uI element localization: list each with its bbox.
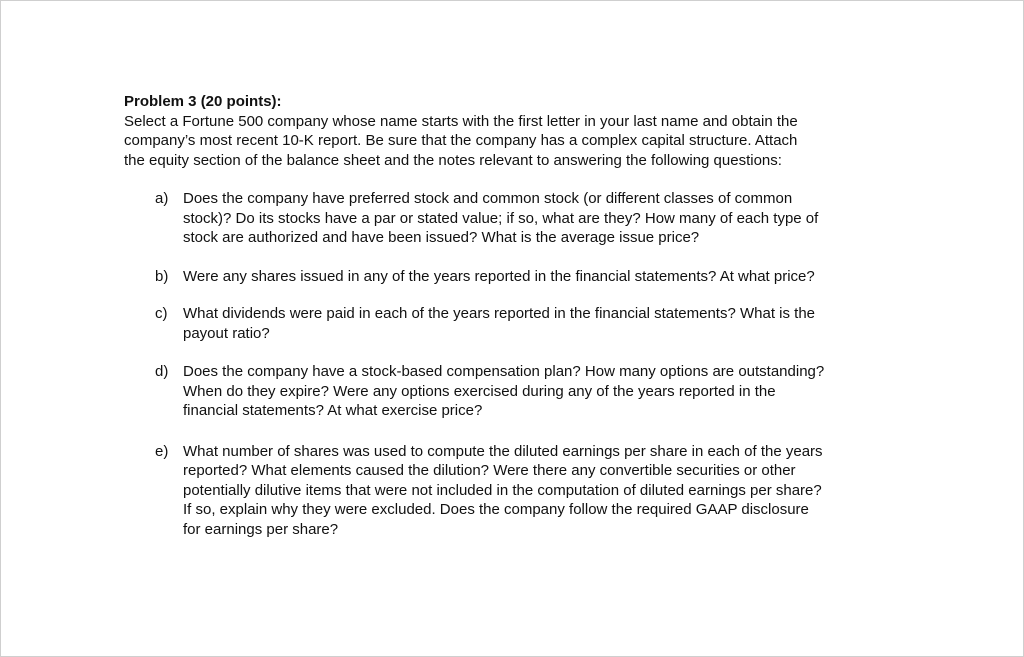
problem-intro: [124, 112, 904, 171]
question-line: stock)? Do its stocks have a par or stated value; if so, what are they? How many of each type of: [183, 209, 819, 227]
question-line: potentially dilutive items that were not included in the computation of diluted earnings per share?: [183, 481, 822, 499]
question-d: [124, 362, 904, 421]
intro-line: Select a Fortune 500 company whose name starts with the first letter in your last name and obtain the: [124, 112, 798, 130]
intro-line: the equity section of the balance sheet and the notes relevant to answering the following questions:: [124, 151, 782, 169]
question-line: What number of shares was used to compute the diluted earnings per share in each of the years: [183, 442, 823, 460]
problem-title: Problem 3 (20 points):: [124, 93, 282, 110]
question-line: financial statements? At what exercise price?: [183, 402, 483, 419]
question-line: for earnings per share?: [183, 520, 339, 538]
intro-line: company’s most recent 10-K report. Be sure that the company has a complex capital structure. Attach: [124, 132, 798, 149]
question-line: stock are authorized and have been issued? What is the average issue price?: [183, 229, 700, 246]
question-letter: a): [155, 190, 169, 207]
question-line: Were any shares issued in any of the years reported in the financial statements? At what price?: [183, 267, 815, 285]
question-line: When do they expire? Were any options exercised during any of the years reported in the: [183, 382, 776, 400]
question-line: Does the company have a stock-based compensation plan? How many options are outstanding?: [183, 363, 825, 380]
question-line: payout ratio?: [183, 324, 270, 342]
question-line: reported? What elements caused the dilution? Were there any convertible securities or other: [183, 462, 796, 479]
problem-content: [124, 92, 904, 539]
question-a: [124, 189, 904, 248]
question-letter: e): [155, 442, 169, 460]
question-line: Does the company have preferred stock and common stock (or different classes of common: [183, 190, 793, 207]
question-line: What dividends were paid in each of the years reported in the financial statements? What is the: [183, 305, 816, 322]
question-letter: b): [155, 267, 169, 285]
question-letter: d): [155, 363, 169, 380]
question-c: [124, 304, 904, 343]
question-line: If so, explain why they were excluded. Does the company follow the required GAAP disclosure: [183, 501, 809, 518]
question-b: [124, 267, 904, 287]
question-list: [124, 189, 904, 539]
question-e: [124, 442, 904, 540]
question-letter: c): [155, 305, 168, 322]
